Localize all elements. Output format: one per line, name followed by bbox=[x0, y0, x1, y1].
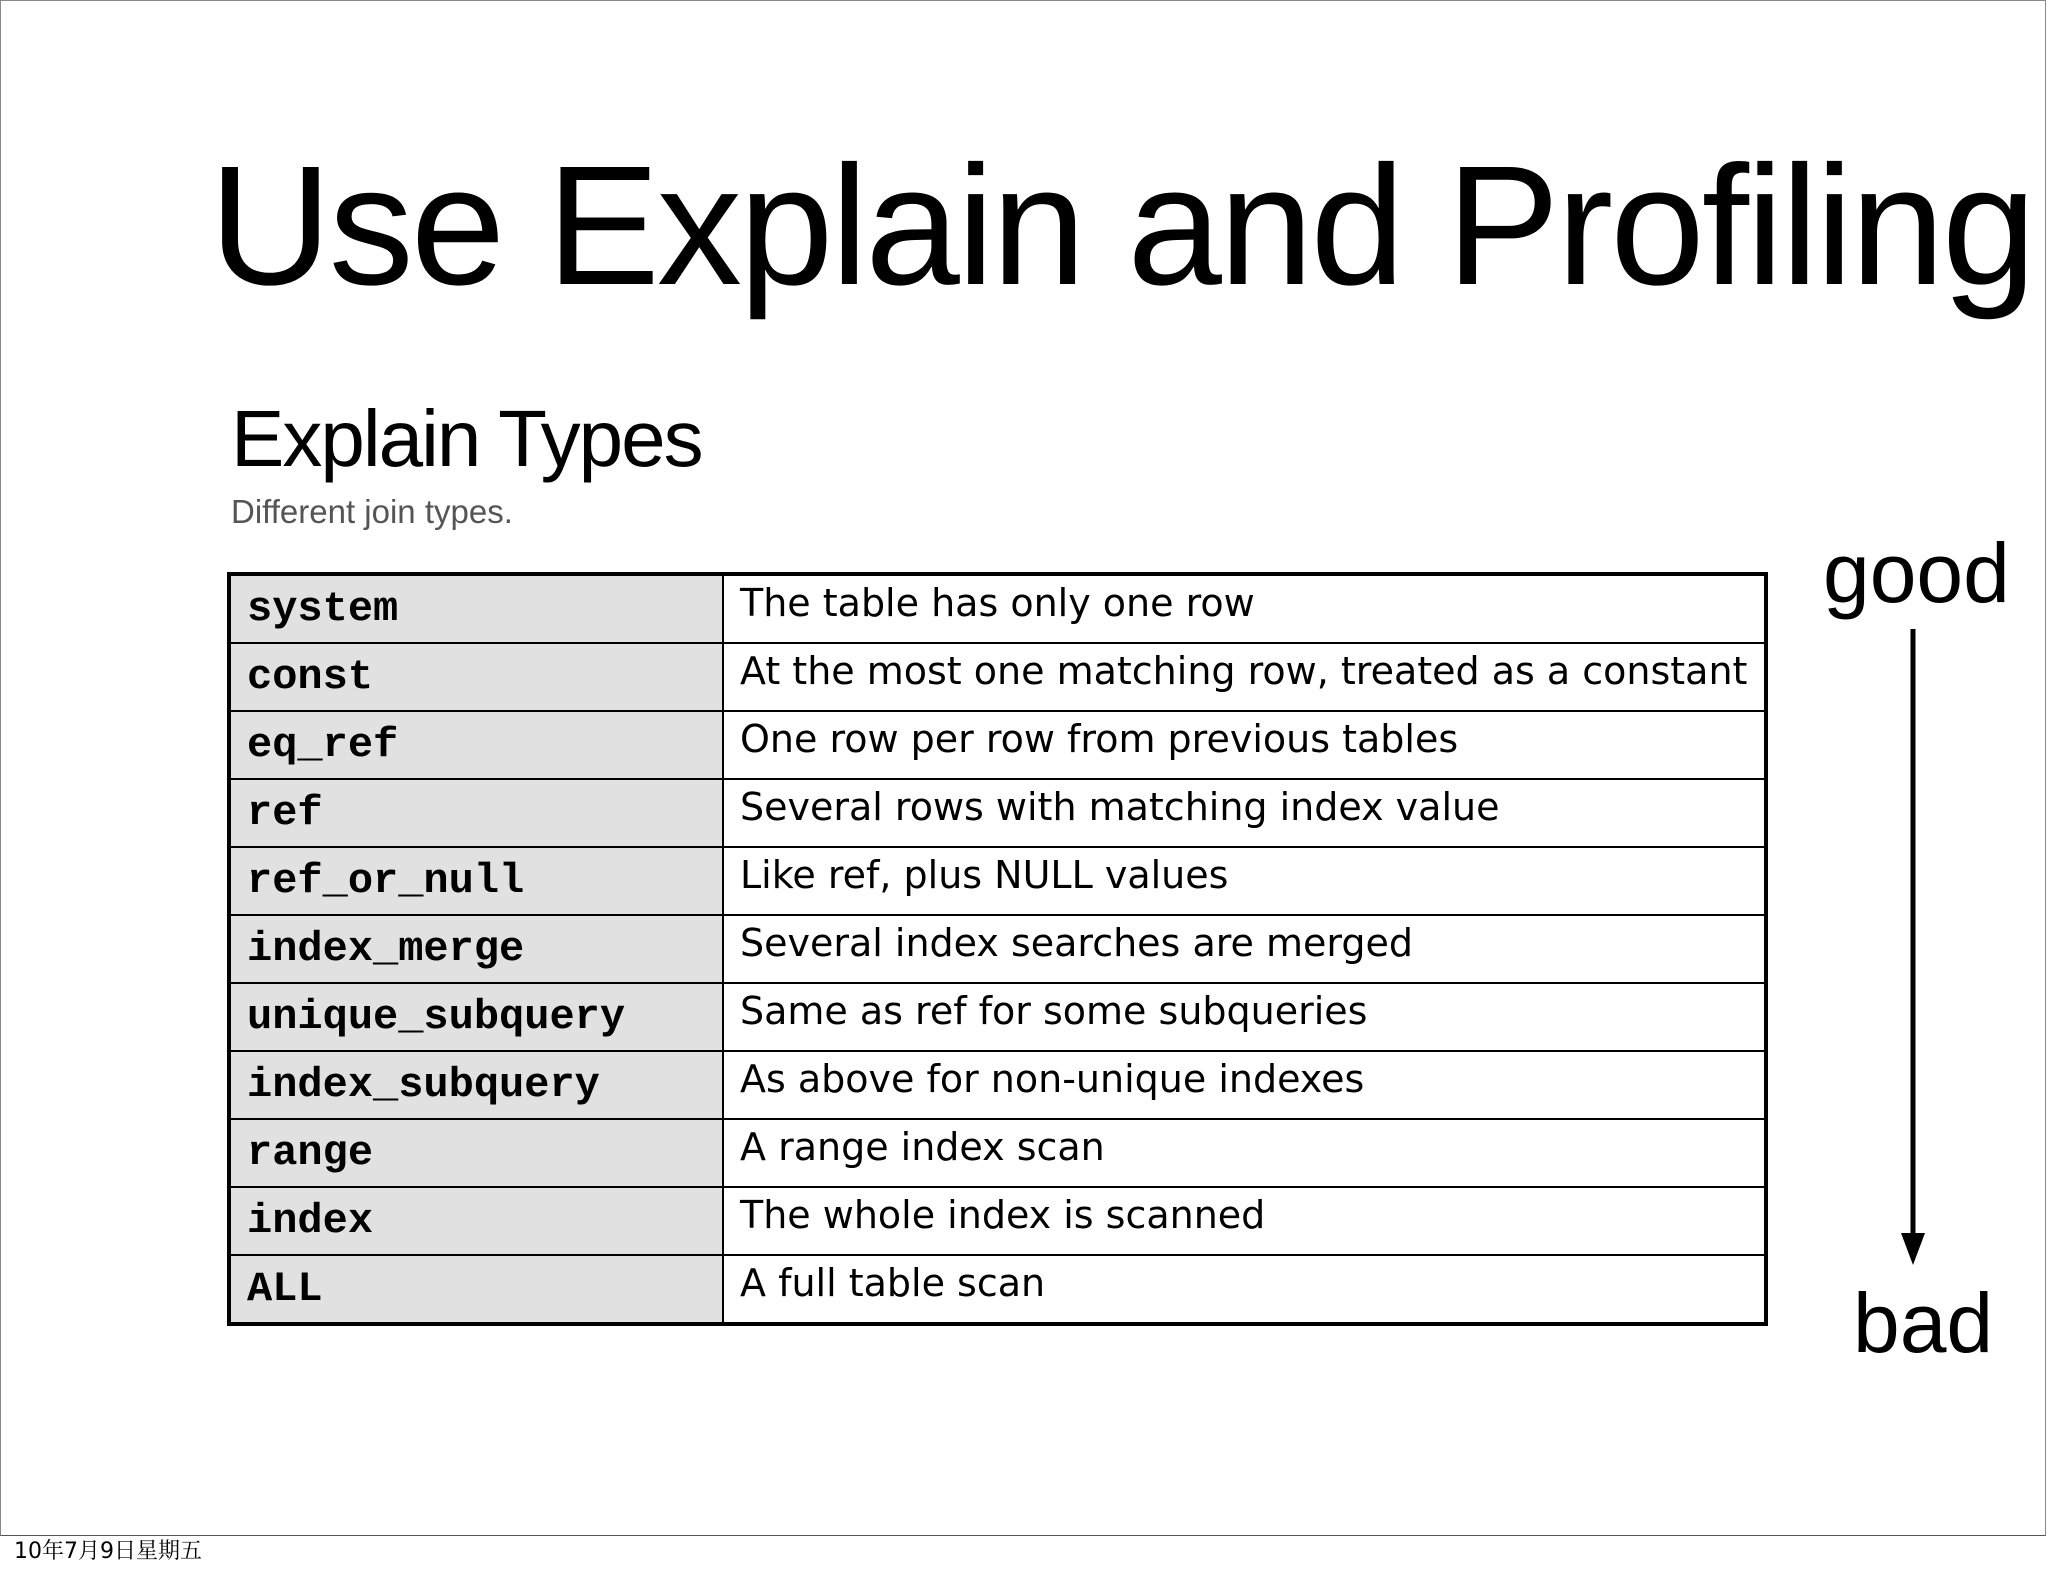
table-row bbox=[229, 915, 1766, 983]
description-cell: As above for non-unique indexes bbox=[723, 1051, 1766, 1119]
type-cell: index bbox=[229, 1187, 723, 1255]
table-row bbox=[229, 643, 1766, 711]
type-cell: ALL bbox=[229, 1255, 723, 1324]
description-cell: Same as ref for some subqueries bbox=[723, 983, 1766, 1051]
table-row bbox=[229, 983, 1766, 1051]
description-cell: At the most one matching row, treated as a constant bbox=[723, 643, 1766, 711]
good-label: good bbox=[1823, 526, 2010, 620]
description-cell: The table has only one row bbox=[723, 574, 1766, 643]
table-row bbox=[229, 711, 1766, 779]
type-cell: range bbox=[229, 1119, 723, 1187]
slide-title: Use Explain and Profiling bbox=[209, 131, 2034, 321]
section-heading: Explain Types bbox=[231, 394, 702, 483]
table-row bbox=[229, 1255, 1766, 1324]
explain-types-table bbox=[227, 572, 1768, 1326]
arrow-down-icon bbox=[1897, 629, 1929, 1269]
table-row bbox=[229, 1119, 1766, 1187]
description-cell: Several index searches are merged bbox=[723, 915, 1766, 983]
type-cell: system bbox=[229, 574, 723, 643]
table-row bbox=[229, 779, 1766, 847]
type-cell: index_merge bbox=[229, 915, 723, 983]
description-cell: The whole index is scanned bbox=[723, 1187, 1766, 1255]
type-cell: unique_subquery bbox=[229, 983, 723, 1051]
description-cell: One row per row from previous tables bbox=[723, 711, 1766, 779]
type-cell: ref bbox=[229, 779, 723, 847]
table-row bbox=[229, 1051, 1766, 1119]
bad-label: bad bbox=[1853, 1276, 1994, 1370]
table-row bbox=[229, 847, 1766, 915]
description-cell: Like ref, plus NULL values bbox=[723, 847, 1766, 915]
description-cell: A full table scan bbox=[723, 1255, 1766, 1324]
type-cell: const bbox=[229, 643, 723, 711]
table-row bbox=[229, 574, 1766, 643]
type-cell: index_subquery bbox=[229, 1051, 723, 1119]
footer-date: 10年7月9日星期五 bbox=[14, 1539, 202, 1564]
table-row bbox=[229, 1187, 1766, 1255]
description-cell: Several rows with matching index value bbox=[723, 779, 1766, 847]
section-caption: Different join types. bbox=[231, 493, 513, 530]
type-cell: eq_ref bbox=[229, 711, 723, 779]
type-cell: ref_or_null bbox=[229, 847, 723, 915]
description-cell: A range index scan bbox=[723, 1119, 1766, 1187]
